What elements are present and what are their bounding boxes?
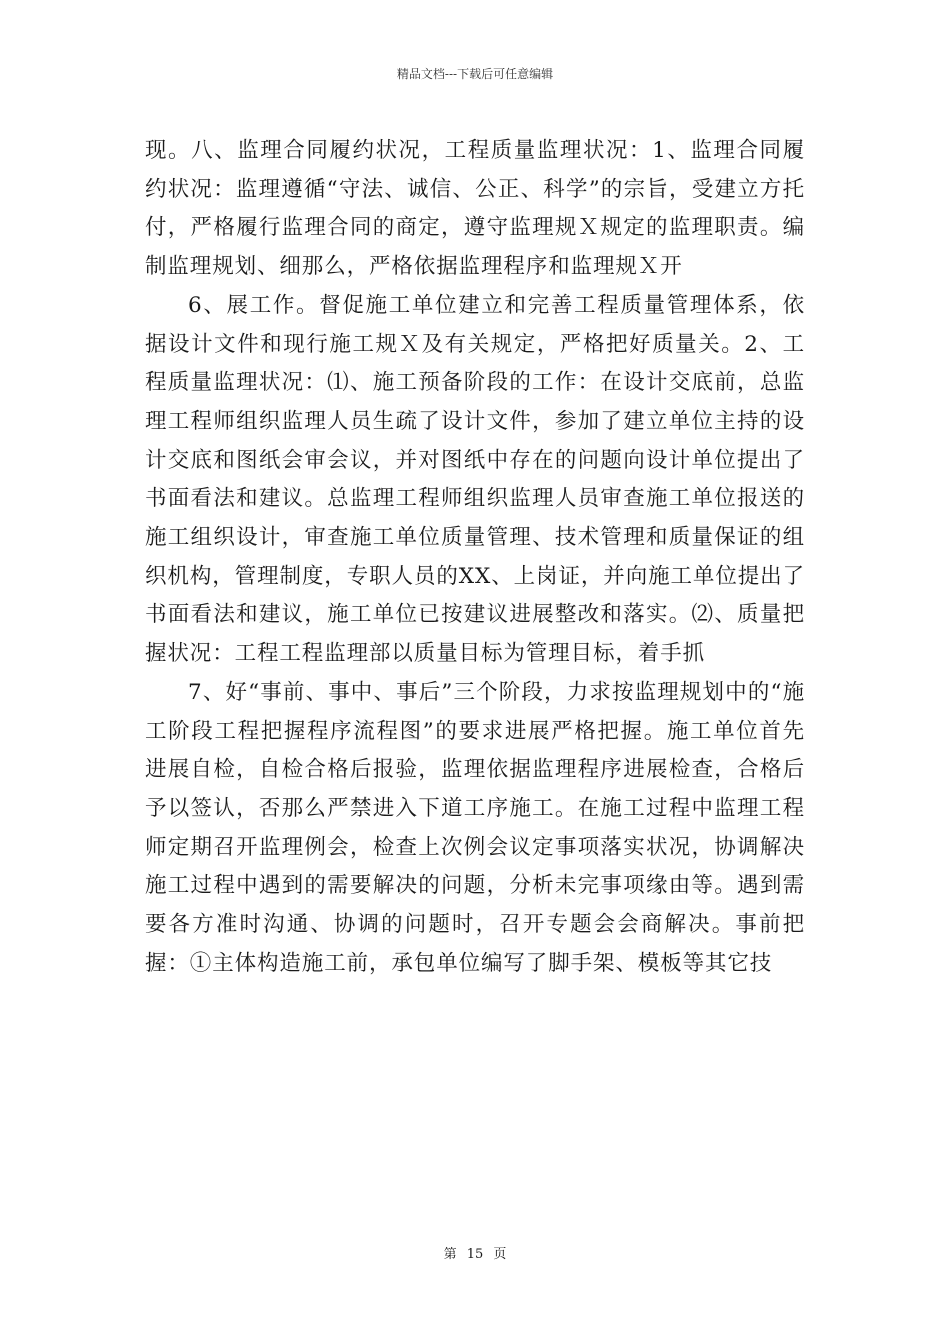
page-footer <box>0 1246 950 1264</box>
page-header: 精品文档---下载后可任意编辑 <box>396 67 554 81</box>
page-number-suffix: 页 <box>493 1247 507 1262</box>
paragraph-2: 6、展工作。督促施工单位建立和完善工程质量管理体系，依据设计文件和现行施工规Ｘ及有关规定，严格把好质量关。2、工程质量监理状况：⑴、施工预备阶段的工作：在设计交底前，总监理工程师组织监理人员生疏了设计文件，参加了建立单位主持的设计交底和图纸会审会议，并对图纸中存在的问题向设计单位提出了书面看法和建议。总监理工程师组织监理人员审查施工单位报送的施工组织设计，审查施工单位质量管理、技术管理和质量保证的组织机构，管理制度，专职人员的XX、上岗证，并向施工单位提出了书面看法和建议，施工单位已按建议进展整改和落实。⑵、质量把握状况：工程工程监理部以质量目标为管理目标，着手抓 <box>145 292 805 667</box>
paragraph-1: 现。八、监理合同履约状况，工程质量监理状况：1、监理合同履约状况：监理遵循“守法、诚信、公正、科学”的宗旨，受建立方托付，严格履行监理合同的商定，遵守监理规Ｘ规定的监理职责。编制监理规划、细那么，严格依据监理程序和监理规Ｘ开 <box>145 138 805 280</box>
document-body <box>145 132 805 983</box>
paragraph-3: 7、好“事前、事中、事后”三个阶段，力求按监理规划中的“施工阶段工程把握程序流程图”的要求进展严格把握。施工单位首先进展自检，自检合格后报验，监理依据监理程序进展检查，合格后予以签认，否那么严禁进入下道工序施工。在施工过程中监理工程师定期召开监理例会，检查上次例会议定事项落实状况，协调解决施工过程中遇到的需要解决的问题，分析未完事项缘由等。遇到需要各方准时沟通、协调的问题时，召开专题会会商解决。事前把握：①主体构造施工前，承包单位编写了脚手架、模板等其它技 <box>145 679 805 976</box>
page-number: 15 <box>466 1247 484 1262</box>
page-number-prefix: 第 <box>443 1247 457 1262</box>
